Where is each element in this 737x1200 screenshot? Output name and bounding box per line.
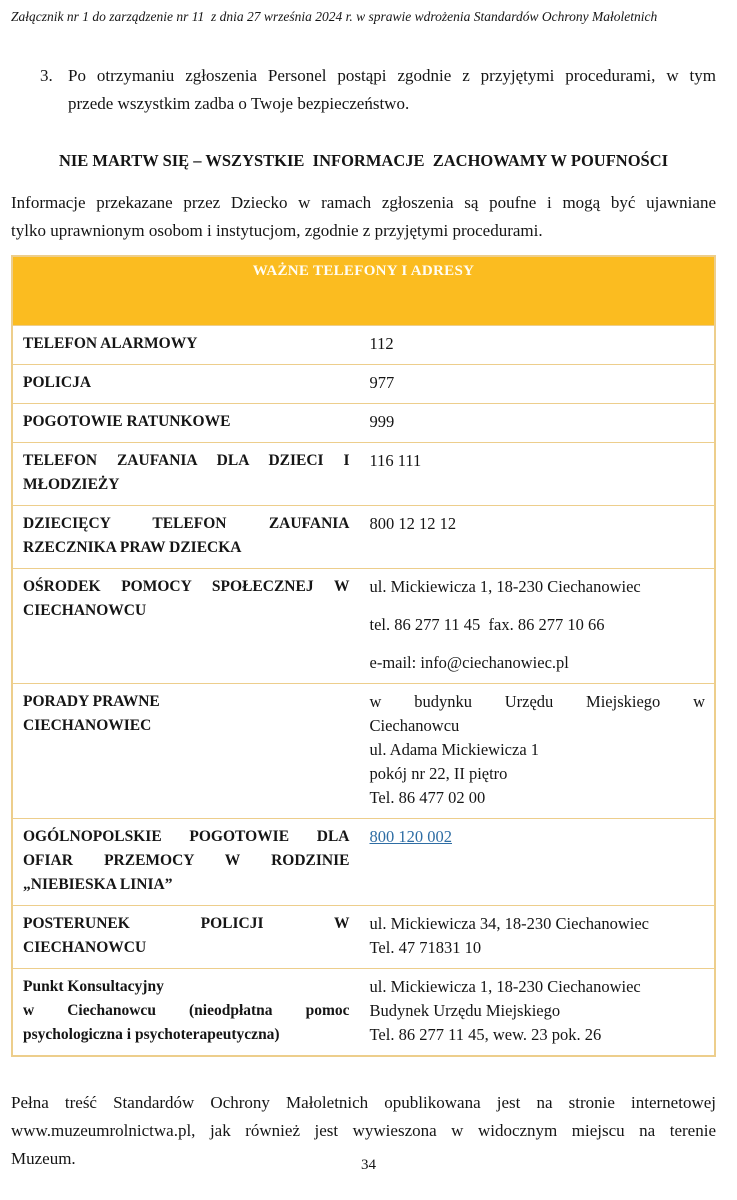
text-line: e-mail: info@ciechanowiec.pl [369, 653, 569, 673]
row-value-cell [364, 569, 716, 684]
table-row [12, 684, 715, 819]
text-line: POLICJA [23, 374, 92, 392]
text-line [370, 825, 706, 849]
text-line: Budynek Urzędu Miejskiego [369, 1001, 561, 1021]
table-row [12, 506, 715, 569]
row-name-cell [12, 326, 364, 365]
text-line: Pełna treść Standardów Ochrony Małoletnich opublikowana jest na stronie internetowej [11, 1093, 716, 1113]
text-line: Punkt Konsultacyjny [23, 978, 164, 996]
row-value-cell [364, 906, 716, 969]
row-name-cell [12, 443, 364, 506]
text-line: TELEFON ZAUFANIA DLA DZIECI I [23, 452, 350, 470]
text-line: Ciechanowcu [369, 716, 460, 736]
text-line: RZECZNIKA PRAW DZIECKA [23, 539, 242, 557]
table-row [12, 365, 715, 404]
table-row [12, 819, 715, 906]
text-line: ul. Mickiewicza 1, 18-230 Ciechanowiec [369, 977, 641, 997]
text-line: 116 111 [369, 451, 422, 471]
row-value-cell [364, 819, 716, 906]
row-value-cell [364, 506, 716, 569]
text-line: tel. 86 277 11 45 fax. 86 277 10 66 [369, 615, 605, 635]
row-name-cell [12, 684, 364, 819]
text-line: ul. Mickiewicza 1, 18-230 Ciechanowiec [369, 577, 641, 597]
row-value-cell [364, 969, 716, 1057]
row-name-cell [12, 569, 364, 684]
text-line: ul. Mickiewicza 34, 18-230 Ciechanowiec [369, 914, 649, 934]
text-line: pokój nr 22, II piętro [369, 764, 508, 784]
text-line: POGOTOWIE RATUNKOWE [23, 413, 231, 431]
table-header-row [12, 256, 715, 326]
text-line: 977 [369, 373, 395, 393]
phone-table-body [12, 326, 715, 1057]
text-line: Tel. 86 277 11 45, wew. 23 pok. 26 [369, 1025, 602, 1045]
text-line: ul. Adama Mickiewicza 1 [369, 740, 540, 760]
text-line: PORADY PRAWNE [23, 693, 160, 711]
table-row [12, 569, 715, 684]
text-line: Informacje przekazane przez Dziecko w ramach zgłoszenia są poufne i mogą być ujawniane [11, 192, 716, 212]
table-row [12, 969, 715, 1057]
row-value-cell [364, 404, 716, 443]
phone-link[interactable]: 800 120 002 [369, 827, 452, 847]
row-value-cell [364, 443, 716, 506]
row-name-cell [12, 404, 364, 443]
table-row [12, 326, 715, 365]
text-line: tylko uprawnionym osobom i instytucjom, zgodnie z przyjętymi procedurami. [11, 220, 543, 240]
attachment-header-note: Załącznik nr 1 do zarządzenie nr 11 z dnia 27 września 2024 r. w sprawie wdrożenia Standardów Ochrony Małoletnich [11, 9, 658, 24]
row-name-cell [12, 365, 364, 404]
text-line: MŁODZIEŻY [23, 476, 120, 494]
table-row [12, 906, 715, 969]
text-line: w Ciechanowcu (nieodpłatna pomoc [23, 1002, 350, 1020]
text-line: POSTERUNEK POLICJI W [23, 915, 350, 933]
list-item-number: 3. [40, 66, 53, 86]
text-line: OŚRODEK POMOCY SPOŁECZNEJ W [23, 578, 350, 596]
list-item-text [68, 62, 716, 118]
text-line: w budynku Urzędu Miejskiego w [369, 692, 705, 712]
text-line: www.muzeumrolnictwa.pl, jak również jest wywieszona w widocznym miejscu na terenie [11, 1121, 716, 1141]
table-row [12, 404, 715, 443]
list-item-3 [40, 62, 716, 118]
table-row [12, 443, 715, 506]
text-line: OGÓLNOPOLSKIE POGOTOWIE DLA [23, 828, 350, 846]
text-line: Tel. 47 71831 10 [369, 938, 482, 958]
text-line: CIECHANOWCU [23, 602, 147, 620]
text-line: psychologiczna i psychoterapeutyczna) [23, 1026, 280, 1044]
row-name-cell [12, 506, 364, 569]
text-line: DZIECIĘCY TELEFON ZAUFANIA [23, 515, 350, 533]
text-line: Muzeum. [11, 1149, 76, 1169]
text-line: 112 [369, 334, 394, 354]
row-value-cell [364, 326, 716, 365]
row-value-cell [364, 684, 716, 819]
text-line: CIECHANOWIEC [23, 717, 152, 735]
page-number: 34 [361, 1157, 376, 1173]
text-line: CIECHANOWCU [23, 939, 147, 957]
row-value-cell [364, 365, 716, 404]
confidentiality-heading: NIE MARTW SIĘ – WSZYSTKIE INFORMACJE ZACHOWAMY W POUFNOŚCI [58, 151, 669, 171]
row-name-cell [12, 906, 364, 969]
text-line: OFIAR PRZEMOCY W RODZINIE [23, 852, 350, 870]
text-line: „NIEBIESKA LINIA” [23, 876, 173, 894]
text-line: TELEFON ALARMOWY [23, 335, 198, 353]
table-title: WAŻNE TELEFONY I ADRESY [12, 256, 715, 326]
important-phones-table [11, 255, 716, 1058]
text-line: Tel. 86 477 02 00 [369, 788, 486, 808]
intro-paragraph [11, 189, 716, 245]
text-line: 999 [369, 412, 395, 432]
text-line: przede wszystkim zadba o Twoje bezpieczeństwo. [68, 94, 410, 114]
text-line: 800 12 12 12 [369, 514, 457, 534]
row-name-cell [12, 819, 364, 906]
text-line: Po otrzymaniu zgłoszenia Personel postąpi zgodnie z przyjętymi procedurami, w tym [68, 66, 716, 86]
row-name-cell [12, 969, 364, 1057]
